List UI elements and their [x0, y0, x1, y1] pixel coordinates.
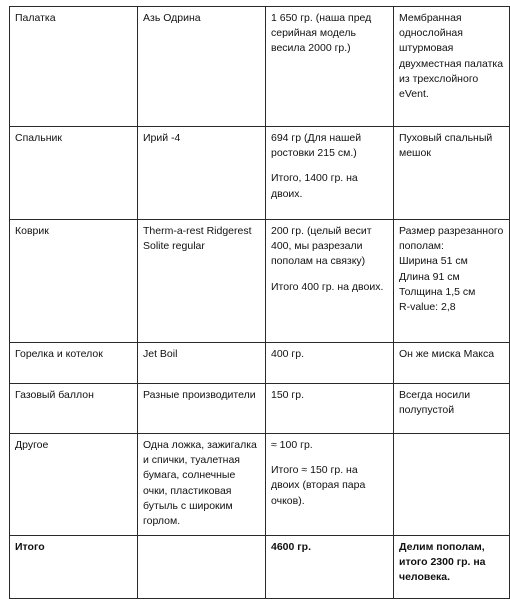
weight-text: 400 гр.	[271, 348, 305, 360]
note-line: R-value: 2,8	[399, 301, 456, 314]
table-row	[10, 220, 510, 343]
note-cell	[394, 343, 510, 384]
note-cell	[394, 384, 510, 434]
note-cell	[394, 220, 510, 343]
total-row	[10, 536, 510, 599]
name-cell: Одна ложка, зажигалка и спички, туалетная бумага, солнечные очки, пластиковая бутыль с широким горлом.	[138, 434, 266, 536]
item-cell: Палатка	[10, 7, 138, 127]
name-cell: Разные производители	[138, 384, 266, 434]
weight-cell	[266, 384, 394, 434]
weight-total-text: Итого 400 гр. на двоих.	[271, 280, 384, 293]
name-cell: Ирий -4	[138, 127, 266, 220]
item-cell: Спальник	[10, 127, 138, 220]
note-text: Всегда носили полупустой	[399, 389, 471, 417]
name-cell: Therm-a-rest Ridgerest Solite regular	[138, 220, 266, 343]
table-row	[10, 384, 510, 434]
table-row	[10, 343, 510, 384]
item-cell: Газовый баллон	[10, 384, 138, 434]
weight-text: ≈ 100 гр.	[271, 439, 313, 451]
table-row	[10, 127, 510, 220]
note-cell	[394, 127, 510, 220]
gear-table	[9, 6, 510, 599]
total-weight: 4600 гр.	[266, 536, 394, 599]
weight-cell	[266, 343, 394, 384]
total-note: Делим пополам, итого 2300 гр. на человека.	[394, 536, 510, 599]
weight-cell	[266, 127, 394, 220]
weight-text: 1 650 гр. (наша пред серийная модель весила 2000 гр.)	[271, 12, 372, 55]
table-row	[10, 434, 510, 536]
weight-cell	[266, 220, 394, 343]
item-cell: Коврик	[10, 220, 138, 343]
name-cell: Азь Одрина	[138, 7, 266, 127]
table-row	[10, 7, 510, 127]
note-text: Он же миска Макса	[399, 348, 495, 360]
note-cell	[394, 434, 510, 536]
note-line: Длина 91 см	[399, 270, 460, 283]
weight-text: 694 гр (Для нашей ростовки 215 см.)	[271, 132, 362, 160]
item-cell: Горелка и котелок	[10, 343, 138, 384]
note-line: Размер разрезанного пополам:	[399, 225, 504, 253]
weight-text: 200 гр. (целый весит 400, мы разрезали пополам на связку)	[271, 225, 372, 268]
weight-total-text: Итого ≈ 150 гр. на двоих (вторая пара очков).	[271, 464, 366, 507]
weight-cell	[266, 7, 394, 127]
weight-text: 150 гр.	[271, 389, 305, 401]
note-text: Пуховый спальный мешок	[399, 132, 493, 160]
total-label: Итого	[10, 536, 138, 599]
item-cell: Другое	[10, 434, 138, 536]
weight-total-text: Итого, 1400 гр. на двоих.	[271, 172, 358, 200]
name-cell: Jet Boil	[138, 343, 266, 384]
note-line: Ширина 51 см	[399, 255, 468, 268]
weight-cell	[266, 434, 394, 536]
note-cell	[394, 7, 510, 127]
total-name-cell	[138, 536, 266, 599]
note-text: Мембранная однослойная штурмовая двухместная палатка из трехслойного eVent.	[399, 12, 504, 101]
note-line: Толщина 1,5 см	[399, 285, 476, 298]
